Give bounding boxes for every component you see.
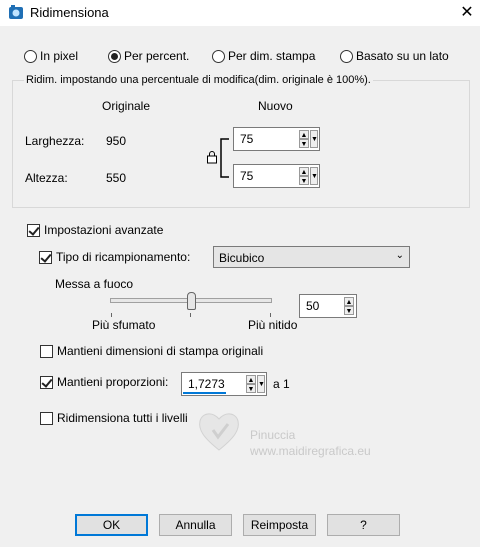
new-header: Nuovo — [258, 99, 293, 113]
radio-basato-su-un-lato[interactable] — [340, 49, 449, 63]
height-label: Altezza: — [25, 171, 68, 185]
height-new-stepper[interactable] — [233, 164, 320, 188]
dropdown-arrow-icon[interactable]: ▼ — [257, 375, 265, 393]
slider-tick — [270, 313, 271, 317]
checkbox-checked — [39, 251, 52, 264]
height-original-value: 550 — [106, 171, 127, 185]
lock-icon[interactable] — [206, 150, 218, 164]
resample-type-value: Bicubico — [219, 251, 265, 265]
checkbox-unchecked — [40, 412, 53, 425]
radio-per-percent[interactable] — [108, 49, 189, 63]
width-original-value: 950 — [106, 134, 127, 148]
checkbox-label: Mantieni proporzioni: — [57, 375, 169, 389]
checkbox-checked — [27, 224, 40, 237]
checkbox-label: Impostazioni avanzate — [44, 223, 164, 237]
stepper-arrows[interactable] — [246, 375, 256, 393]
radio-per-dim-stampa[interactable] — [212, 49, 315, 63]
advanced-settings-checkbox[interactable] — [27, 223, 163, 237]
radio-circle — [24, 50, 37, 63]
up-arrow-icon[interactable]: ▲ — [247, 377, 255, 384]
cancel-button[interactable]: Annulla — [159, 514, 232, 536]
resize-all-layers-checkbox[interactable] — [40, 411, 188, 425]
sharpen-label: Messa a fuoco — [55, 277, 134, 291]
width-label: Larghezza: — [25, 134, 85, 148]
checkbox-label: Ridimensiona tutti i livelli — [57, 411, 188, 425]
dropdown-arrow-icon[interactable]: ▼ — [310, 167, 318, 185]
original-header: Originale — [102, 99, 151, 113]
radio-label: Basato su un lato — [356, 49, 449, 63]
resample-type-select[interactable] — [213, 246, 410, 268]
width-new-stepper[interactable] — [233, 127, 320, 151]
radio-label: Per dim. stampa — [228, 49, 316, 63]
window-title: Ridimensiona — [30, 5, 109, 20]
checkbox-label: Tipo di ricampionamento: — [56, 250, 191, 264]
ratio-value: 1,7273 — [188, 377, 225, 391]
chevron-down-icon: ⌄ — [395, 250, 404, 261]
sharpen-min-label: Più sfumato — [92, 318, 156, 332]
checkbox-checked — [40, 376, 53, 389]
close-icon[interactable]: ✕ — [460, 4, 474, 21]
up-arrow-icon[interactable]: ▲ — [300, 169, 308, 176]
dropdown-arrow-icon[interactable]: ▼ — [310, 130, 318, 148]
stepper-arrows[interactable] — [299, 167, 309, 185]
down-arrow-icon[interactable]: ▼ — [345, 308, 353, 315]
sharpen-max-label: Più nitido — [248, 318, 298, 332]
down-arrow-icon[interactable]: ▼ — [247, 386, 255, 393]
width-new-value: 75 — [240, 132, 254, 146]
focus-underline — [183, 392, 226, 394]
keep-print-size-checkbox[interactable] — [40, 344, 263, 358]
group-title: Ridim. impostando una percentuale di modifica(dim. originale è 100%). — [26, 74, 371, 86]
help-button[interactable]: ? — [327, 514, 400, 536]
keep-ratio-checkbox[interactable] — [40, 375, 168, 389]
ratio-suffix: a 1 — [273, 377, 290, 391]
down-arrow-icon[interactable]: ▼ — [300, 141, 308, 148]
stepper-arrows[interactable] — [299, 130, 309, 148]
radio-label: In pixel — [40, 49, 79, 63]
radio-circle — [212, 50, 225, 63]
watermark-url: www.maidiregrafica.eu — [250, 444, 371, 458]
height-new-value: 75 — [240, 169, 254, 183]
down-arrow-icon[interactable]: ▼ — [300, 178, 308, 185]
sharpen-value: 50 — [306, 299, 320, 313]
radio-in-pixel[interactable] — [24, 49, 78, 63]
ok-button[interactable]: OK — [75, 514, 148, 536]
up-arrow-icon[interactable]: ▲ — [345, 299, 353, 306]
app-icon — [8, 5, 24, 21]
sharpen-value-stepper[interactable] — [299, 294, 357, 318]
stepper-arrows[interactable] — [344, 297, 354, 315]
watermark-heart-icon — [196, 408, 242, 454]
up-arrow-icon[interactable]: ▲ — [300, 132, 308, 139]
radio-circle — [340, 50, 353, 63]
slider-tick — [111, 313, 112, 317]
sharpen-slider-thumb[interactable] — [187, 292, 196, 310]
checkbox-unchecked — [40, 345, 53, 358]
checkbox-label: Mantieni dimensioni di stampa originali — [57, 344, 264, 358]
watermark-name: Pinuccia — [250, 428, 296, 442]
radio-circle-selected — [108, 50, 121, 63]
radio-label: Per percent. — [124, 49, 190, 63]
slider-tick — [190, 313, 191, 317]
resample-type-checkbox[interactable] — [39, 250, 190, 264]
reset-button[interactable]: Reimposta — [243, 514, 316, 536]
